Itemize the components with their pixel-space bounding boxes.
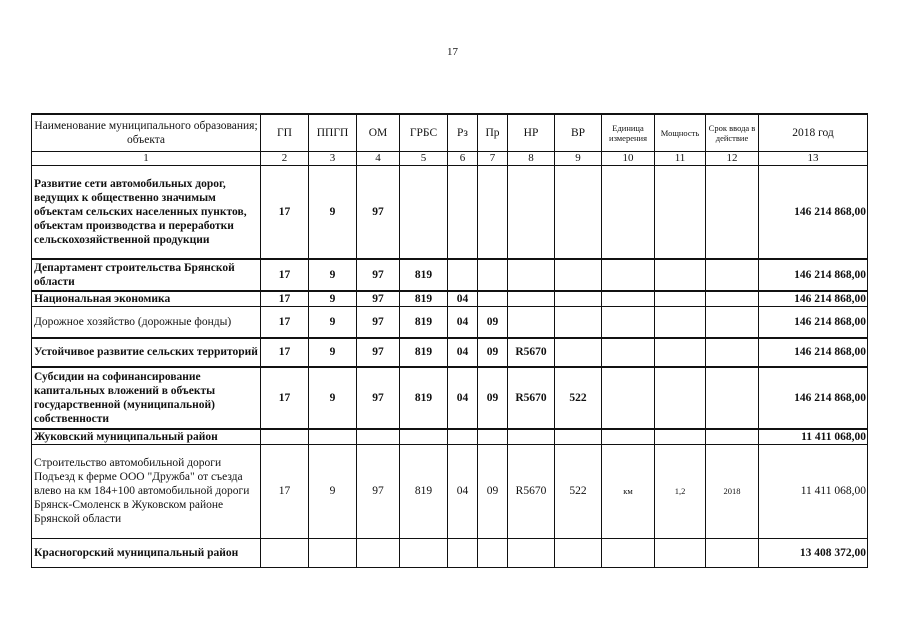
cell-pr: [478, 429, 508, 445]
cell-vr: [555, 307, 602, 338]
column-number: 10: [602, 151, 655, 165]
row-name: Строительство автомобильной дороги Подъезд к ферме ООО "Дружба" от съезда влево на км 184+100 автомобильной дороги Брянск-Смоленск в Жуковском районе Брянской области: [32, 444, 261, 538]
cell-gp: 17: [261, 165, 309, 259]
col-header-grbs: ГРБС: [400, 114, 448, 151]
cell-deadline: [706, 165, 759, 259]
table-row: [32, 429, 868, 445]
cell-pr: 09: [478, 307, 508, 338]
column-number: 3: [309, 151, 357, 165]
cell-vr: [555, 338, 602, 367]
table-row: [32, 338, 868, 367]
cell-vr: [555, 165, 602, 259]
table-row: [32, 165, 868, 259]
column-number: 12: [706, 151, 759, 165]
cell-vr: [555, 429, 602, 445]
cell-om: [357, 538, 400, 567]
cell-amount: 146 214 868,00: [759, 165, 868, 259]
cell-unit: [602, 367, 655, 429]
cell-unit: [602, 538, 655, 567]
column-number-row: [32, 151, 868, 165]
cell-vr: [555, 291, 602, 307]
cell-om: 97: [357, 307, 400, 338]
table-row: [32, 367, 868, 429]
cell-unit: [602, 165, 655, 259]
column-number: 13: [759, 151, 868, 165]
cell-vr: 522: [555, 367, 602, 429]
cell-capacity: [655, 338, 706, 367]
col-header-name: Наименование муниципального образования; объекта: [32, 114, 261, 151]
cell-deadline: [706, 291, 759, 307]
cell-unit: [602, 259, 655, 291]
col-header-ppgp: ППГП: [309, 114, 357, 151]
cell-om: 97: [357, 291, 400, 307]
cell-deadline: [706, 307, 759, 338]
cell-ppgp: 9: [309, 307, 357, 338]
cell-grbs: 819: [400, 259, 448, 291]
cell-capacity: [655, 367, 706, 429]
cell-deadline: [706, 259, 759, 291]
column-number: 4: [357, 151, 400, 165]
cell-amount: 13 408 372,00: [759, 538, 868, 567]
cell-unit: [602, 338, 655, 367]
cell-ppgp: 9: [309, 367, 357, 429]
cell-deadline: [706, 538, 759, 567]
row-name: Национальная экономика: [32, 291, 261, 307]
cell-rz: 04: [448, 367, 478, 429]
column-number: 1: [32, 151, 261, 165]
cell-amount: 146 214 868,00: [759, 338, 868, 367]
col-header-pr: Пр: [478, 114, 508, 151]
table-row: [32, 291, 868, 307]
table-row: [32, 259, 868, 291]
cell-capacity: [655, 291, 706, 307]
cell-pr: [478, 291, 508, 307]
cell-gp: 17: [261, 338, 309, 367]
col-header-vr: ВР: [555, 114, 602, 151]
cell-capacity: [655, 165, 706, 259]
cell-grbs: [400, 165, 448, 259]
cell-pr: [478, 165, 508, 259]
cell-grbs: 819: [400, 338, 448, 367]
cell-om: 97: [357, 444, 400, 538]
col-header-nr: НР: [508, 114, 555, 151]
cell-om: 97: [357, 338, 400, 367]
col-header-unit: Единица измерения: [602, 114, 655, 151]
cell-gp: 17: [261, 307, 309, 338]
cell-gp: 17: [261, 259, 309, 291]
row-name: Дорожное хозяйство (дорожные фонды): [32, 307, 261, 338]
cell-om: 97: [357, 367, 400, 429]
cell-grbs: 819: [400, 291, 448, 307]
cell-unit: [602, 291, 655, 307]
col-header-rz: Рз: [448, 114, 478, 151]
cell-nr: [508, 307, 555, 338]
cell-rz: [448, 538, 478, 567]
cell-grbs: 819: [400, 444, 448, 538]
cell-ppgp: 9: [309, 165, 357, 259]
column-number: 2: [261, 151, 309, 165]
cell-unit: [602, 429, 655, 445]
cell-deadline: [706, 429, 759, 445]
cell-amount: 146 214 868,00: [759, 291, 868, 307]
col-header-gp: ГП: [261, 114, 309, 151]
cell-rz: [448, 429, 478, 445]
cell-nr: [508, 291, 555, 307]
cell-gp: 17: [261, 444, 309, 538]
cell-rz: [448, 165, 478, 259]
cell-nr: [508, 259, 555, 291]
cell-grbs: 819: [400, 367, 448, 429]
cell-amount: 146 214 868,00: [759, 367, 868, 429]
cell-pr: [478, 538, 508, 567]
cell-gp: [261, 538, 309, 567]
row-name: Субсидии на софинансирование капитальных вложений в объекты государственной (муниципальной) собственности: [32, 367, 261, 429]
cell-nr: [508, 538, 555, 567]
cell-om: 97: [357, 259, 400, 291]
cell-capacity: [655, 307, 706, 338]
cell-pr: 09: [478, 444, 508, 538]
page-number: 17: [447, 46, 458, 58]
cell-rz: [448, 259, 478, 291]
cell-vr: [555, 259, 602, 291]
cell-nr: [508, 429, 555, 445]
table-row: [32, 538, 868, 567]
cell-pr: [478, 259, 508, 291]
cell-nr: R5670: [508, 367, 555, 429]
budget-table: [31, 113, 868, 568]
cell-grbs: [400, 429, 448, 445]
column-number: 6: [448, 151, 478, 165]
cell-grbs: [400, 538, 448, 567]
column-number: 7: [478, 151, 508, 165]
cell-nr: R5670: [508, 338, 555, 367]
cell-capacity: 1,2: [655, 444, 706, 538]
cell-om: [357, 429, 400, 445]
cell-nr: R5670: [508, 444, 555, 538]
cell-amount: 146 214 868,00: [759, 307, 868, 338]
cell-ppgp: 9: [309, 259, 357, 291]
table-row: [32, 444, 868, 538]
cell-pr: 09: [478, 367, 508, 429]
cell-capacity: [655, 538, 706, 567]
cell-vr: [555, 538, 602, 567]
cell-capacity: [655, 429, 706, 445]
cell-rz: 04: [448, 307, 478, 338]
cell-vr: 522: [555, 444, 602, 538]
row-name: Устойчивое развитие сельских территорий: [32, 338, 261, 367]
col-header-capacity: Мощность: [655, 114, 706, 151]
column-number: 11: [655, 151, 706, 165]
cell-deadline: 2018: [706, 444, 759, 538]
cell-nr: [508, 165, 555, 259]
cell-unit: [602, 307, 655, 338]
col-header-deadline: Срок ввода в действие: [706, 114, 759, 151]
cell-rz: 04: [448, 444, 478, 538]
cell-unit: км: [602, 444, 655, 538]
cell-deadline: [706, 367, 759, 429]
table-row: [32, 307, 868, 338]
row-name: Департамент строительства Брянской области: [32, 259, 261, 291]
column-number: 8: [508, 151, 555, 165]
cell-rz: 04: [448, 291, 478, 307]
header-row: [32, 114, 868, 151]
cell-ppgp: 9: [309, 444, 357, 538]
cell-rz: 04: [448, 338, 478, 367]
cell-ppgp: [309, 429, 357, 445]
cell-ppgp: 9: [309, 338, 357, 367]
cell-gp: [261, 429, 309, 445]
cell-amount: 11 411 068,00: [759, 444, 868, 538]
row-name: Жуковский муниципальный район: [32, 429, 261, 445]
column-number: 5: [400, 151, 448, 165]
cell-gp: 17: [261, 291, 309, 307]
cell-grbs: 819: [400, 307, 448, 338]
row-name: Развитие сети автомобильных дорог, ведущих к общественно значимым объектам сельских населенных пунктов, объектам производства и переработки сельскохозяйственной продукции: [32, 165, 261, 259]
cell-gp: 17: [261, 367, 309, 429]
cell-ppgp: 9: [309, 291, 357, 307]
cell-amount: 146 214 868,00: [759, 259, 868, 291]
cell-amount: 11 411 068,00: [759, 429, 868, 445]
column-number: 9: [555, 151, 602, 165]
col-header-om: ОМ: [357, 114, 400, 151]
col-header-year: 2018 год: [759, 114, 868, 151]
cell-pr: 09: [478, 338, 508, 367]
cell-om: 97: [357, 165, 400, 259]
cell-capacity: [655, 259, 706, 291]
cell-deadline: [706, 338, 759, 367]
cell-ppgp: [309, 538, 357, 567]
row-name: Красногорский муниципальный район: [32, 538, 261, 567]
